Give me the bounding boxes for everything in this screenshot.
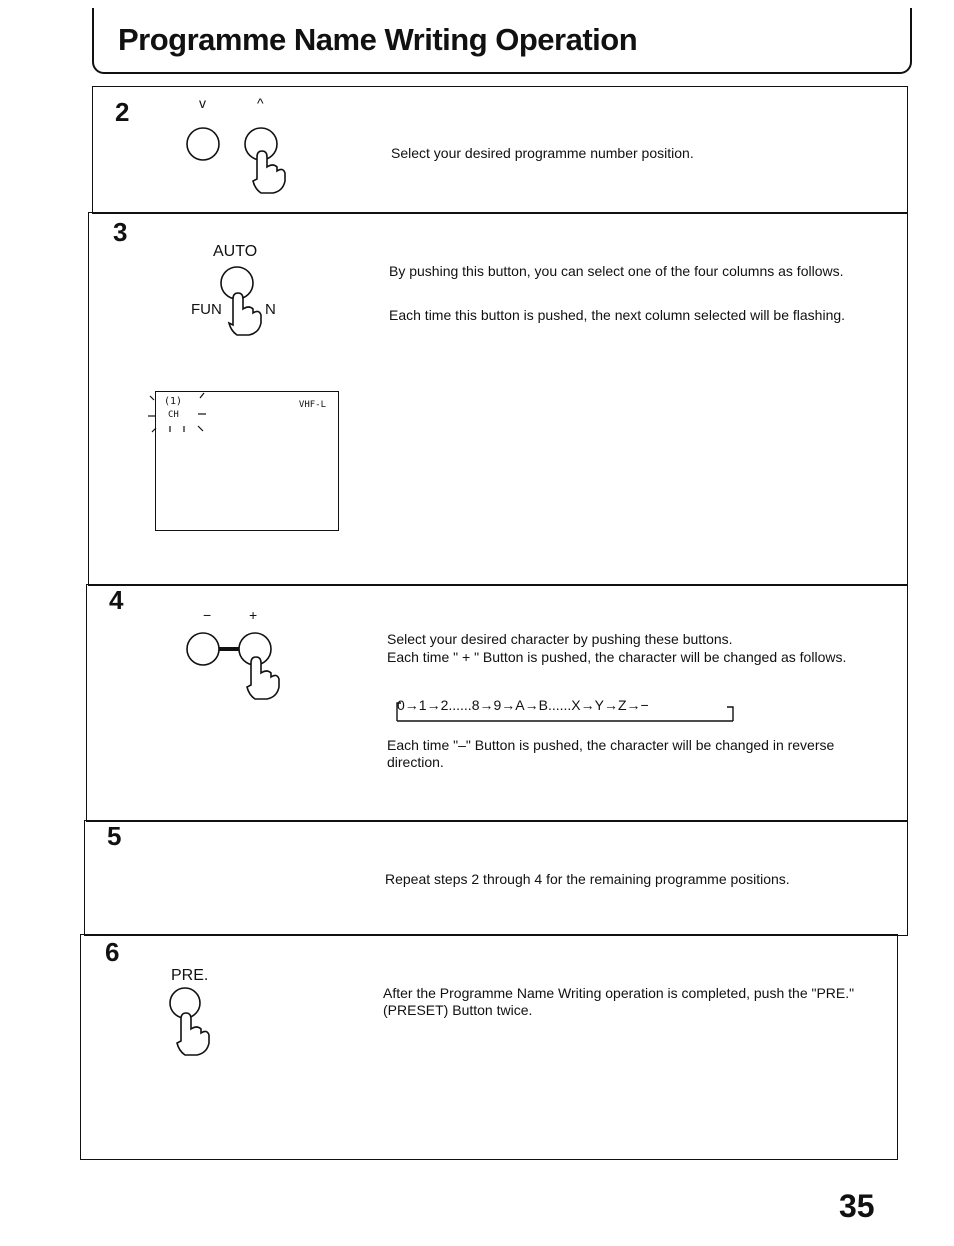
minus-label: − xyxy=(203,607,212,623)
step-4-box xyxy=(86,584,908,822)
step-number: 4 xyxy=(109,585,124,615)
step-number: 3 xyxy=(113,217,128,247)
step-5-text: Repeat steps 2 through 4 for the remaining programme positions. xyxy=(385,871,790,887)
step-4-text-3: Each time "–" Button is pushed, the character will be changed in reverse direction. xyxy=(387,737,835,770)
screen-band-label: VHF-L xyxy=(298,400,326,410)
function-label-right: N xyxy=(265,301,276,318)
page-title: Programme Name Writing Operation xyxy=(118,22,638,57)
step-3-text-1: By pushing this button, you can select one of the four columns as follows. xyxy=(389,263,844,279)
character-buttons-icon xyxy=(183,621,303,711)
up-label: ^ xyxy=(257,95,264,111)
step-6-box xyxy=(80,934,898,1160)
step-3-text-2: Each time this button is pushed, the next column selected will be flashing. xyxy=(389,307,846,323)
step-3-box xyxy=(88,212,908,586)
preset-button-icon xyxy=(165,985,235,1065)
step-2-box xyxy=(92,86,908,214)
step-6-text: After the Programme Name Writing operation is completed, push the "PRE." (PRESET) Button twice. xyxy=(383,985,855,1018)
programme-buttons-icon xyxy=(173,107,313,217)
flashing-marks-icon xyxy=(148,388,218,438)
down-label: v xyxy=(199,95,206,111)
step-number: 5 xyxy=(107,821,122,851)
sequence-loop-bracket xyxy=(387,699,747,723)
tv-screen xyxy=(155,391,339,531)
function-button-icon xyxy=(215,263,295,343)
screen-channel-label: CH xyxy=(168,410,179,420)
function-label-left: FUN xyxy=(191,301,222,318)
plus-label: + xyxy=(249,607,258,623)
step-4-text-1: Select your desired character by pushing these buttons. xyxy=(387,631,733,647)
step-number: 2 xyxy=(115,97,130,127)
step-4-text-2: Each time " + " Button is pushed, the character will be changed as follows. xyxy=(387,649,847,665)
auto-label: AUTO xyxy=(213,243,258,260)
preset-label: PRE. xyxy=(171,967,209,984)
step-5-box xyxy=(84,820,908,936)
page-number: 35 xyxy=(839,1188,875,1224)
step-number: 6 xyxy=(105,937,120,967)
step-2-text: Select your desired programme number position. xyxy=(391,145,694,161)
screen-top-left: (1) xyxy=(164,396,183,407)
character-sequence: 0→1→2......8→9→A→B......X→Y→Z→− xyxy=(397,697,649,713)
